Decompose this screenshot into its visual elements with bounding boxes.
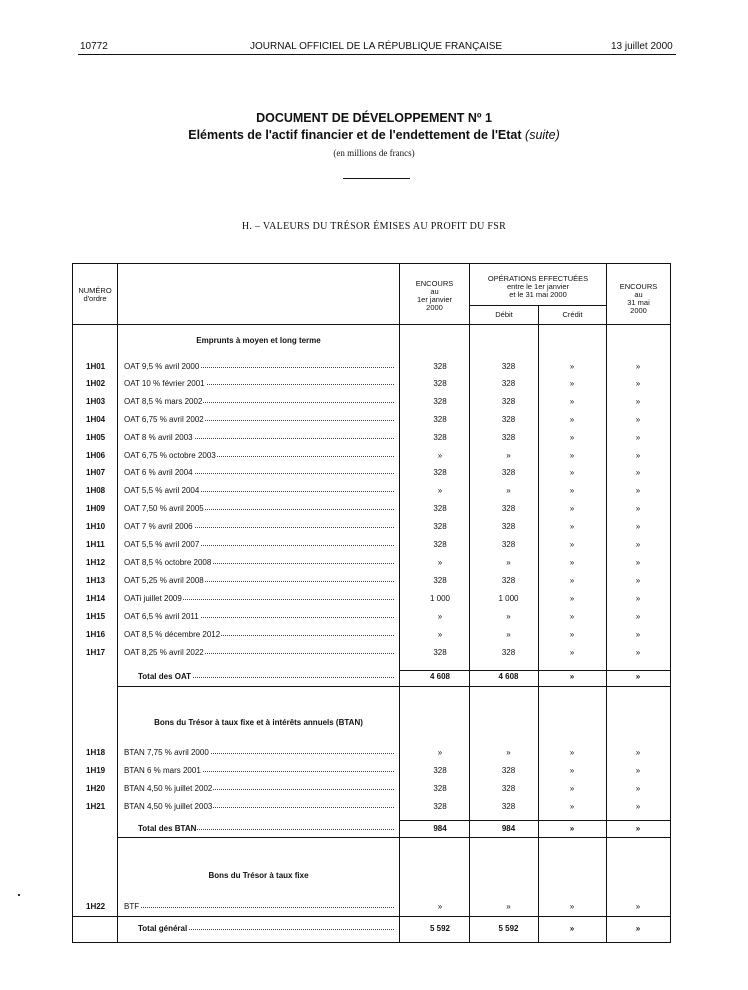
journal-title: JOURNAL OFFICIEL DE LA RÉPUBLIQUE FRANÇAISE [250, 41, 503, 52]
designation-text: OAT 6,75 % octobre 2003 [124, 451, 216, 460]
encours-fin-cell: » [635, 824, 641, 833]
designation-text: OAT 8,5 % mars 2002 [124, 397, 203, 406]
designation-cell [124, 902, 394, 911]
encours-fin-cell: » [635, 576, 641, 585]
header-operations-line: entre le 1er janvier [506, 282, 570, 291]
credit-cell: » [569, 672, 575, 681]
numero-cell: 1H05 [86, 433, 106, 442]
table-row [0, 594, 748, 608]
debit-cell: 328 [501, 433, 516, 442]
encours-fin-cell: » [635, 748, 641, 757]
subtotal-rule-btan [399, 820, 671, 821]
encours-fin-cell: » [635, 486, 641, 495]
total-row [0, 924, 748, 938]
credit-cell: » [569, 486, 575, 495]
encours-fin-cell: » [635, 468, 641, 477]
numero-cell: 1H07 [86, 468, 106, 477]
numero-cell: 1H11 [86, 540, 105, 549]
subtotal-rule-total [72, 916, 671, 917]
debit-cell: 328 [501, 379, 516, 388]
designation-cell [124, 594, 394, 603]
header-credit: Crédit [562, 310, 583, 319]
debit-cell: » [506, 451, 511, 460]
encours-debut-cell: » [437, 558, 443, 567]
designation-cell [124, 397, 394, 406]
designation-text: OAT 10 % février 2001 [124, 379, 205, 388]
header-encours-debut [400, 280, 469, 312]
debit-cell: » [506, 630, 511, 639]
encours-fin-cell: » [635, 594, 641, 603]
designation-text: OAT 6,75 % avril 2002 [124, 415, 204, 424]
debit-cell: 328 [501, 397, 516, 406]
debit-cell: 5 592 [498, 924, 519, 933]
debit-cell: » [506, 902, 511, 911]
debit-cell: 328 [501, 802, 516, 811]
encours-debut-cell: 1 000 [429, 594, 451, 603]
designation-text: OAT 6 % avril 2004 [124, 468, 193, 477]
table-row [0, 766, 748, 780]
encours-debut-cell: 328 [433, 540, 447, 549]
header-bottom-rule [72, 324, 671, 325]
credit-cell: » [569, 766, 575, 775]
designation-text: BTF [124, 902, 140, 911]
designation-cell [124, 451, 394, 460]
designation-text: BTAN 4,50 % juillet 2002 [124, 784, 213, 793]
credit-cell: » [569, 648, 575, 657]
table-row [0, 540, 748, 554]
encours-fin-cell: » [635, 415, 641, 424]
designation-text: OATi juillet 2009 [124, 594, 182, 603]
ops-subheader-rule [469, 305, 607, 306]
numero-cell: 1H17 [86, 648, 106, 657]
encours-debut-cell: 328 [433, 397, 447, 406]
encours-debut-cell: 328 [433, 379, 447, 388]
numero-cell: 1H10 [86, 522, 106, 531]
designation-cell [124, 784, 394, 793]
table-bottom-border [72, 942, 671, 943]
encours-debut-cell: 984 [433, 824, 447, 833]
debit-cell: » [506, 612, 511, 621]
credit-cell: » [569, 451, 575, 460]
designation-cell [124, 468, 394, 477]
header-encours-debut-line: ENCOURS [415, 279, 454, 288]
table-row [0, 576, 748, 590]
encours-fin-cell: » [635, 558, 641, 567]
encours-fin-cell: » [635, 612, 641, 621]
credit-cell: » [569, 504, 575, 513]
designation-text: BTAN 4,50 % juillet 2003 [124, 802, 213, 811]
encours-debut-cell: 328 [433, 468, 447, 477]
credit-cell: » [569, 362, 575, 371]
total-label [138, 824, 394, 833]
encours-debut-cell: » [437, 612, 443, 621]
encours-debut-cell: » [437, 748, 443, 757]
numero-cell: 1H19 [86, 766, 106, 775]
encours-fin-cell: » [635, 397, 641, 406]
numero-cell: 1H20 [86, 784, 106, 793]
header-encours-fin [607, 283, 670, 315]
designation-text: OAT 8,5 % octobre 2008 [124, 558, 212, 567]
debit-cell: » [506, 486, 511, 495]
encours-debut-cell: » [437, 630, 443, 639]
debit-cell: » [506, 748, 511, 757]
designation-text: Total des BTAN [138, 824, 197, 833]
encours-fin-cell: » [635, 540, 641, 549]
header-debit: Débit [495, 310, 513, 319]
encours-fin-cell: » [635, 630, 641, 639]
table-row [0, 379, 748, 393]
group-heading-btf: Bons du Trésor à taux fixe [208, 871, 309, 880]
table-row [0, 648, 748, 662]
designation-cell [124, 558, 394, 567]
table-row [0, 612, 748, 626]
numero-cell: 1H03 [86, 397, 106, 406]
designation-text: OAT 8,25 % avril 2022 [124, 648, 204, 657]
credit-cell: » [569, 522, 575, 531]
scan-speck [18, 894, 20, 896]
credit-cell: » [569, 468, 575, 477]
debit-cell: 4 608 [498, 672, 519, 681]
total-label [138, 672, 394, 681]
document-title: DOCUMENT DE DÉVELOPPEMENT Nº 1 [256, 111, 492, 125]
credit-cell: » [569, 748, 575, 757]
header-numero-line: d'ordre [83, 294, 107, 303]
numero-cell: 1H15 [86, 612, 106, 621]
designation-cell [124, 648, 394, 657]
encours-fin-cell: » [635, 766, 641, 775]
debit-cell: 328 [501, 468, 516, 477]
title-separator [343, 178, 410, 179]
encours-fin-cell: » [635, 648, 641, 657]
unit-note: (en millions de francs) [333, 148, 415, 158]
table-row [0, 451, 748, 465]
encours-fin-cell: » [635, 433, 641, 442]
publication-date: 13 juillet 2000 [611, 41, 673, 52]
credit-cell: » [569, 924, 575, 933]
encours-fin-cell: » [635, 379, 641, 388]
numero-cell: 1H08 [86, 486, 106, 495]
header-encours-fin-line: 31 mai [627, 298, 650, 307]
designation-cell [124, 433, 394, 442]
table-row [0, 522, 748, 536]
credit-cell: » [569, 558, 575, 567]
designation-text: OAT 5,25 % avril 2008 [124, 576, 204, 585]
encours-debut-cell: 5 592 [429, 924, 451, 933]
designation-text: OAT 5,5 % avril 2004 [124, 486, 200, 495]
designation-text: OAT 7 % avril 2006 [124, 522, 193, 531]
numero-cell: 1H09 [86, 504, 106, 513]
table-row [0, 784, 748, 798]
encours-debut-cell: 328 [433, 648, 447, 657]
header-encours-fin-line: au [634, 290, 643, 299]
credit-cell: » [569, 612, 575, 621]
encours-debut-cell: 4 608 [429, 672, 451, 681]
group-heading-btan: Bons du Trésor à taux fixe et à intérêts annuels (BTAN) [154, 718, 363, 727]
designation-cell [124, 766, 394, 775]
designation-text: OAT 9,5 % avril 2000 [124, 362, 200, 371]
encours-debut-cell: 328 [433, 415, 447, 424]
encours-debut-cell: 328 [433, 784, 447, 793]
designation-text: OAT 6,5 % avril 2011 [124, 612, 199, 621]
header-encours-debut-line: 2000 [426, 303, 443, 312]
encours-fin-cell: » [635, 522, 641, 531]
designation-cell [124, 379, 394, 388]
table-row [0, 415, 748, 429]
encours-fin-cell: » [635, 504, 641, 513]
header-rule [78, 54, 676, 55]
header-operations-line: et le 31 mai 2000 [509, 290, 567, 299]
encours-debut-cell: » [437, 451, 443, 460]
encours-debut-cell: » [437, 902, 443, 911]
credit-cell: » [569, 802, 575, 811]
credit-cell: » [569, 433, 575, 442]
debit-cell: 328 [501, 504, 516, 513]
designation-cell [124, 612, 394, 621]
encours-debut-cell: 328 [433, 522, 447, 531]
subtitle-suffix: (suite) [525, 128, 560, 142]
numero-cell: 1H13 [86, 576, 106, 585]
credit-cell: » [569, 397, 575, 406]
table-row [0, 468, 748, 482]
credit-cell: » [569, 594, 575, 603]
numero-cell: 1H16 [86, 630, 106, 639]
designation-text: Total des OAT [138, 672, 192, 681]
page-number: 10772 [80, 41, 108, 52]
table-row [0, 630, 748, 644]
credit-cell: » [569, 784, 575, 793]
credit-cell: » [569, 576, 575, 585]
designation-cell [124, 802, 394, 811]
encours-fin-cell: » [635, 784, 641, 793]
designation-text: OAT 5,5 % avril 2007 [124, 540, 200, 549]
designation-cell [124, 522, 394, 531]
debit-cell: 328 [501, 522, 516, 531]
encours-fin-cell: » [635, 451, 641, 460]
header-operations [470, 275, 606, 299]
designation-cell [124, 630, 394, 639]
debit-cell: 328 [501, 766, 516, 775]
table-row [0, 558, 748, 572]
numero-cell: 1H21 [86, 802, 106, 811]
designation-cell [124, 504, 394, 513]
debit-cell: 328 [501, 415, 516, 424]
encours-debut-cell: 328 [433, 362, 447, 371]
table-row [0, 397, 748, 411]
numero-cell: 1H18 [86, 748, 106, 757]
designation-cell [124, 362, 394, 371]
credit-cell: » [569, 824, 575, 833]
debit-cell: 328 [501, 576, 516, 585]
total-label [138, 924, 394, 933]
designation-text: BTAN 7,75 % avril 2000 [124, 748, 209, 757]
total-row [0, 672, 748, 686]
table-row [0, 433, 748, 447]
designation-text: OAT 7,50 % avril 2005 [124, 504, 204, 513]
credit-cell: » [569, 415, 575, 424]
designation-text: Total général [138, 924, 188, 933]
designation-cell [124, 540, 394, 549]
debit-cell: » [506, 558, 511, 567]
header-operations-line: OPÉRATIONS EFFECTUÉES [487, 274, 589, 283]
numero-cell: 1H04 [86, 415, 106, 424]
debit-cell: 984 [501, 824, 516, 833]
numero-cell: 1H12 [86, 558, 106, 567]
section-rule-oat [117, 686, 671, 687]
credit-cell: » [569, 902, 575, 911]
numero-cell: 1H02 [86, 379, 106, 388]
section-title: H. – VALEURS DU TRÉSOR ÉMISES AU PROFIT DU FSR [241, 221, 507, 232]
encours-debut-cell: 328 [433, 802, 447, 811]
encours-debut-cell: » [437, 486, 443, 495]
credit-cell: » [569, 379, 575, 388]
debit-cell: 1 000 [498, 594, 519, 603]
designation-text: BTAN 6 % mars 2001 [124, 766, 201, 775]
encours-fin-cell: » [635, 802, 641, 811]
numero-cell: 1H22 [86, 902, 106, 911]
encours-fin-cell: » [635, 902, 641, 911]
header-encours-debut-line: 1er janvier [416, 295, 453, 304]
numero-cell: 1H14 [86, 594, 106, 603]
debit-cell: 328 [501, 784, 516, 793]
designation-text: OAT 8 % avril 2003 [124, 433, 193, 442]
encours-debut-cell: 328 [433, 504, 447, 513]
table-row [0, 362, 748, 376]
encours-fin-cell: » [635, 924, 641, 933]
header-encours-fin-line: 2000 [630, 306, 647, 315]
designation-cell [124, 415, 394, 424]
subtitle-text: Eléments de l'actif financier et de l'endettement de l'Etat [188, 128, 522, 142]
group-heading-oat: Emprunts à moyen et long terme [196, 336, 321, 345]
designation-text: OAT 8,5 % décembre 2012 [124, 630, 221, 639]
table-row [0, 486, 748, 500]
numero-cell: 1H01 [86, 362, 106, 371]
header-encours-debut-line: au [430, 287, 439, 296]
table-row [0, 802, 748, 816]
document-subtitle [0, 128, 748, 142]
designation-cell [124, 576, 394, 585]
table-top-border [72, 263, 671, 264]
credit-cell: » [569, 630, 575, 639]
header-numero [73, 287, 117, 303]
debit-cell: 328 [501, 540, 516, 549]
designation-cell [124, 748, 394, 757]
encours-fin-cell: » [635, 672, 641, 681]
subtotal-rule-oat [399, 670, 671, 671]
table-row [0, 504, 748, 518]
encours-debut-cell: 328 [433, 433, 447, 442]
debit-cell: 328 [501, 362, 516, 371]
table-row [0, 748, 748, 762]
encours-fin-cell: » [635, 362, 641, 371]
total-row [0, 824, 748, 838]
header-encours-fin-line: ENCOURS [619, 282, 658, 291]
numero-cell: 1H06 [86, 451, 106, 460]
designation-cell [124, 486, 394, 495]
header-numero-line: NUMÉRO [78, 286, 112, 295]
encours-debut-cell: 328 [433, 576, 447, 585]
credit-cell: » [569, 540, 575, 549]
debit-cell: 328 [501, 648, 516, 657]
encours-debut-cell: 328 [433, 766, 447, 775]
table-row [0, 902, 748, 916]
